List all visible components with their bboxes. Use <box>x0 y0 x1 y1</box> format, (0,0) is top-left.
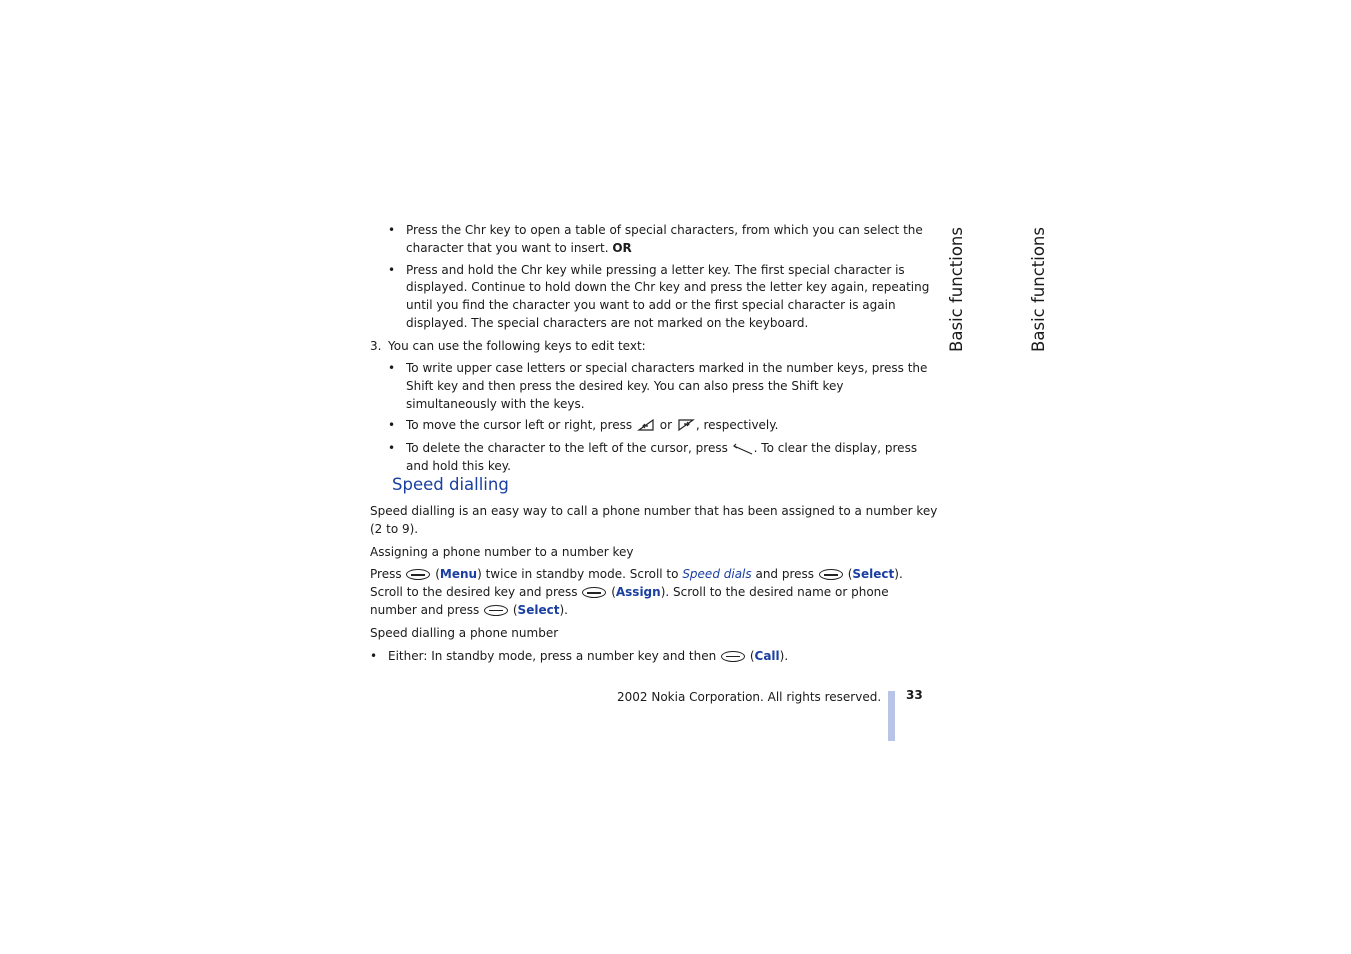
assign-heading: Assigning a phone number to a number key <box>370 544 634 559</box>
select-softkey-label: Select <box>517 602 560 617</box>
backspace-key-icon <box>733 443 753 455</box>
list-item: • Press the Chr key to open a table of special characters, from which you can select the character that you want to insert. OR <box>388 223 923 255</box>
numbered-item: 3. You can use the following keys to edit text: <box>370 339 646 353</box>
section-title: Speed dialling <box>392 475 509 494</box>
selection-key-icon <box>406 569 430 580</box>
assign-instructions: Press (Menu) twice in standby mode. Scroll to Speed dials and press (Select). Scroll to the desired key and press (Assign). Scroll to the desired name or phone number and press (Select). <box>370 567 903 617</box>
bullet-dot: • <box>388 441 396 456</box>
copyright-text: 2002 Nokia Corporation. All rights reserved. <box>617 690 882 704</box>
list-item: • Press and hold the Chr key while pressing a letter key. The first special character is displayed. Continue to hold down the Chr key and press the letter key again, repeating until you find the character you want to add or the first special character is again displayed. The special characters are not marked on the keyboard. <box>388 262 930 330</box>
side-tab-label: Basic functions <box>1029 227 1048 352</box>
bullet-dot: • <box>388 418 396 433</box>
page-marker-bar <box>888 691 895 741</box>
select-softkey-label: Select <box>852 567 895 582</box>
speed-dialling-section <box>370 503 938 665</box>
special-char-list <box>370 222 938 333</box>
menu-softkey-label: Menu <box>439 567 478 582</box>
bullet-dot: • <box>388 223 396 237</box>
list-item: • To delete the character to the left of the cursor, press . To clear the display, press and hold this key. <box>388 441 918 473</box>
cursor-right-key-icon <box>677 418 695 432</box>
side-tab-label: Basic functions <box>947 227 966 352</box>
selection-key-icon <box>721 651 745 662</box>
selection-key-icon <box>819 569 843 580</box>
bullet-dot: • <box>370 648 378 663</box>
bullet-dot: • <box>388 262 396 277</box>
selection-key-icon <box>582 587 606 598</box>
selection-key-icon <box>484 605 508 616</box>
list-item: • To move the cursor left or right, press or , respectively. <box>370 417 938 435</box>
dial-heading: Speed dialling a phone number <box>370 625 559 640</box>
step-3 <box>370 338 938 356</box>
bullet-dot: • <box>388 361 396 375</box>
speed-dials-menu-label: Speed dials <box>682 567 752 582</box>
list-item: • To write upper case letters or special characters marked in the number keys, press the Shift key and then press the desired key. You can also press the Shift key simultaneously with the keys. <box>388 361 928 411</box>
cursor-left-key-icon <box>637 418 655 432</box>
page-number: 33 <box>906 688 923 702</box>
assign-softkey-label: Assign <box>615 585 661 600</box>
edit-keys-list <box>370 360 938 476</box>
call-softkey-label: Call <box>754 648 780 663</box>
section-intro: Speed dialling is an easy way to call a phone number that has been assigned to a number key (2 to 9). <box>370 504 938 536</box>
list-item: • Either: In standby mode, press a number key and then (Call). <box>370 648 938 666</box>
